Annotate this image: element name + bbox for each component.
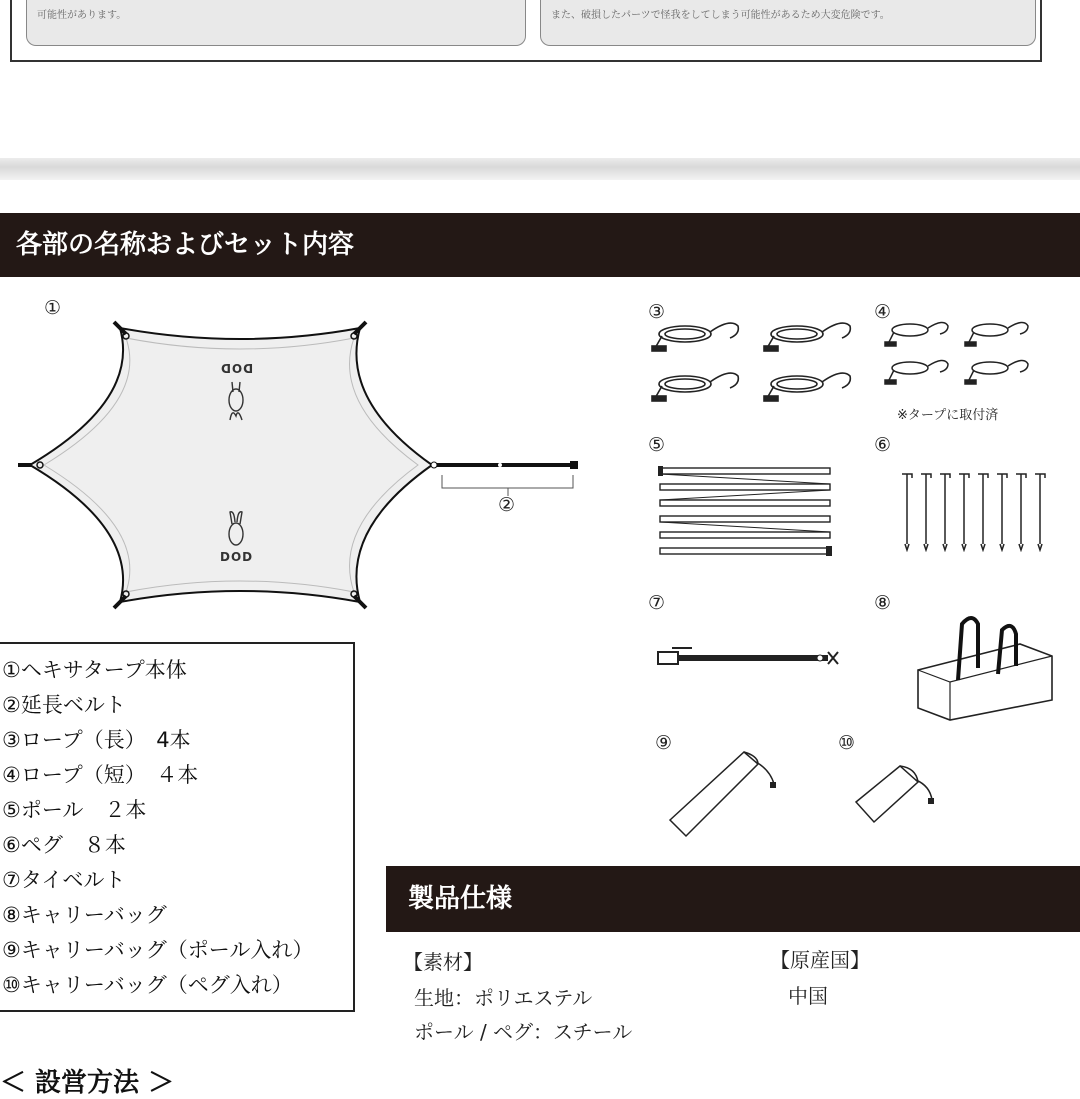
part-item-7: ⑦タイベルト [2,868,126,892]
next-section-title: ＜ 設営方法 ＞ [0,1068,175,1098]
part-item-1: ①ヘキサタープ本体 [2,658,187,682]
part-item-4: ④ロープ（短） ４本 [2,763,199,787]
pole-bag-illustration [666,748,786,840]
section-header [0,213,1080,277]
label-7: ⑦ [648,592,666,614]
part-item-6: ⑥ペグ ８本 [2,833,126,857]
material-fabric: 生地：ポリエステル [414,986,593,1010]
label-9: ⑨ [655,732,673,754]
material-pole-peg: ポール / ペグ：スチール [414,1020,633,1044]
part-item-5: ⑤ポール ２本 [2,798,147,822]
peg-bag-illustration [852,760,948,828]
part-item-10: ⑩キャリーバッグ（ペグ入れ） [2,973,293,997]
label-6: ⑥ [874,434,892,456]
spec-title: 製品仕様 [408,884,513,914]
long-rope-illustration [650,318,860,418]
notice-box-right [540,0,1036,46]
spec-header [386,866,1080,932]
label-2: ② [498,494,516,516]
section-title: 各部の名称およびセット内容 [16,230,355,260]
tarp-logo-bottom: DOD [220,550,254,564]
section-divider [0,158,1080,180]
part-item-9: ⑨キャリーバッグ（ポール入れ） [2,938,314,962]
peg-illustration [900,470,1060,552]
parts-list [0,642,355,1012]
material-label: 【素材】 [403,950,483,974]
label-3: ③ [648,301,666,323]
pole-illustration [652,462,836,558]
part-item-3: ③ロープ（長） 4本 [2,728,191,752]
label-4: ④ [874,301,892,323]
notice-box-left [26,0,526,46]
notice-text-right: また、破損したパーツで怪我をしてしまう可能性があるため大変危険です。 [551,10,890,21]
part-item-2: ②延長ベルト [2,693,126,717]
tie-belt-illustration [652,646,842,670]
rope-note: ※タープに取付済 [897,408,999,423]
label-5: ⑤ [648,434,666,456]
tarp-logo-top: DOD [220,361,254,375]
label-10: ⑩ [838,732,856,754]
notice-text-left: 可能性があります。 [37,10,127,21]
label-1: ① [44,297,62,319]
origin-value: 中国 [788,984,828,1008]
carry-bag-illustration [912,604,1058,724]
origin-label: 【原産国】 [770,948,870,972]
part-item-8: ⑧キャリーバッグ [2,903,167,927]
short-rope-illustration [882,318,1042,403]
hexa-tarp-illustration [10,310,590,620]
label-8: ⑧ [874,592,892,614]
